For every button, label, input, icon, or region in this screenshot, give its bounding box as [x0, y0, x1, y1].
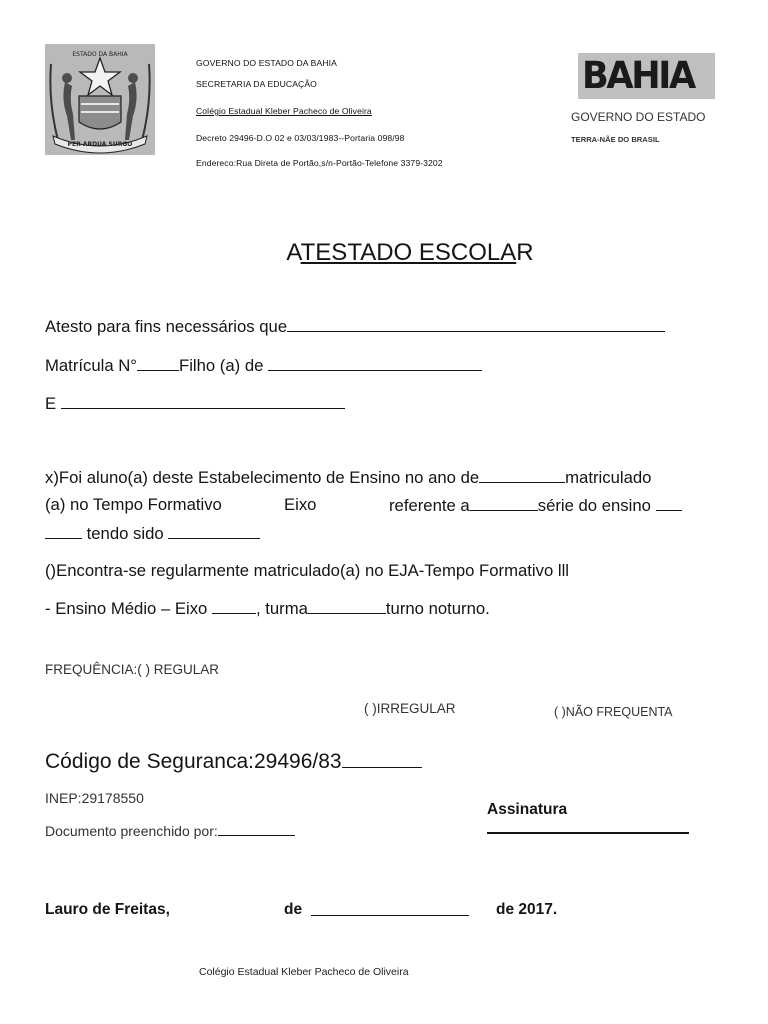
serie-blank[interactable] [470, 495, 538, 511]
serie-text: série do ensino [537, 496, 651, 515]
filho-text: Filho (a) de [179, 356, 264, 375]
filho-blank[interactable] [268, 355, 482, 371]
city-label: Lauro de Freitas, [45, 901, 170, 918]
documento-line [45, 822, 295, 839]
tempo-formativo-line [45, 495, 222, 515]
title-last-letter: R [516, 239, 534, 266]
header-address-line: Endereco:Rua Direta de Portão,s/n-Portão-Telefone 3379-3202 [196, 158, 443, 168]
tempo-text: (a) no Tempo Formativo [45, 495, 222, 514]
frequencia-nao-frequenta[interactable]: ( )NÃO FREQUENTA [554, 705, 673, 719]
codigo-blank[interactable] [342, 749, 422, 768]
matricula-text: Matrícula N° [45, 356, 137, 375]
atesto-line [45, 316, 665, 337]
turma-text: , turma [255, 599, 308, 618]
ensino-medio-line [45, 598, 490, 619]
eixo-blank[interactable] [212, 598, 256, 614]
header-government-line: GOVERNO DO ESTADO DA BAHIA [196, 58, 337, 68]
slogan-text: TERRA-NÃE DO BRASIL [571, 135, 660, 144]
ensino-medio-text: - Ensino Médio – Eixo [45, 599, 208, 618]
tendo-text: tendo sido [86, 524, 164, 543]
page-title [0, 239, 768, 267]
documento-blank[interactable] [218, 822, 295, 836]
e-text: E [45, 394, 57, 413]
coat-of-arms-icon [45, 44, 155, 155]
governo-do-estado-label: GOVERNO DO ESTADO [571, 110, 706, 124]
footer-school-name: Colégio Estadual Kleber Pacheco de Oliveira [199, 966, 409, 978]
name-blank[interactable] [287, 316, 665, 332]
title-middle: TESTADO ESCOLA [300, 239, 517, 266]
documento-text: Documento preenchido por: [45, 823, 218, 839]
month-blank[interactable] [311, 915, 469, 916]
ensino-blank-2[interactable] [45, 523, 82, 539]
coat-of-arms-image [45, 44, 155, 155]
eixo-text: Eixo [284, 495, 317, 514]
e-blank[interactable] [61, 393, 345, 409]
foi-aluno-text: x)Foi aluno(a) deste Estabelecimento de Ensino no ano de [45, 468, 480, 487]
frequencia-regular[interactable]: FREQUÊNCIA:( ) REGULAR [45, 662, 220, 677]
inep-text: INEP:29178550 [45, 790, 144, 806]
encontra-line: ()Encontra-se regularmente matriculado(a) no EJA-Tempo Formativo lll [45, 561, 569, 580]
title-first-letter: A [286, 239, 301, 266]
tendo-line [45, 523, 260, 544]
matricula-line [45, 355, 482, 376]
ano-blank[interactable] [479, 467, 565, 483]
bahia-logo [578, 53, 715, 99]
referente-text: referente a [389, 496, 470, 515]
header-decree-line: Decreto 29496-D.O 02 e 03/03/1983--Portaria 098/98 [196, 133, 405, 143]
matricula-blank[interactable] [137, 355, 179, 371]
turno-text: turno noturno. [385, 599, 490, 618]
tendo-blank[interactable] [168, 523, 260, 539]
referente-line [389, 495, 682, 516]
frequencia-irregular[interactable]: ( )IRREGULAR [364, 701, 456, 716]
foi-aluno-line [45, 467, 651, 488]
seal-motto-text: PER ARDUA SURGO [67, 141, 133, 148]
header-secretary-line: SECRETARIA DA EDUCAÇÃO [196, 79, 317, 89]
e-line [45, 393, 345, 414]
bahia-logo-text: BAHIA [582, 54, 694, 97]
ensino-blank[interactable] [656, 495, 682, 511]
year-label: de 2017. [496, 901, 558, 918]
de-label: de [284, 901, 303, 918]
assinatura-label: Assinatura [487, 801, 568, 818]
codigo-seguranca-line [45, 749, 422, 774]
codigo-text: Código de Seguranca:29496/83 [45, 750, 342, 773]
turma-blank[interactable] [308, 598, 386, 614]
matriculado-text: matriculado [565, 468, 652, 487]
atesto-text: Atesto para fins necessários que [45, 317, 288, 336]
seal-top-text: ESTADO DA BAHIA [72, 51, 128, 58]
header-school-name: Colégio Estadual Kleber Pacheco de Oliveira [196, 106, 372, 116]
assinatura-line[interactable] [487, 832, 689, 834]
